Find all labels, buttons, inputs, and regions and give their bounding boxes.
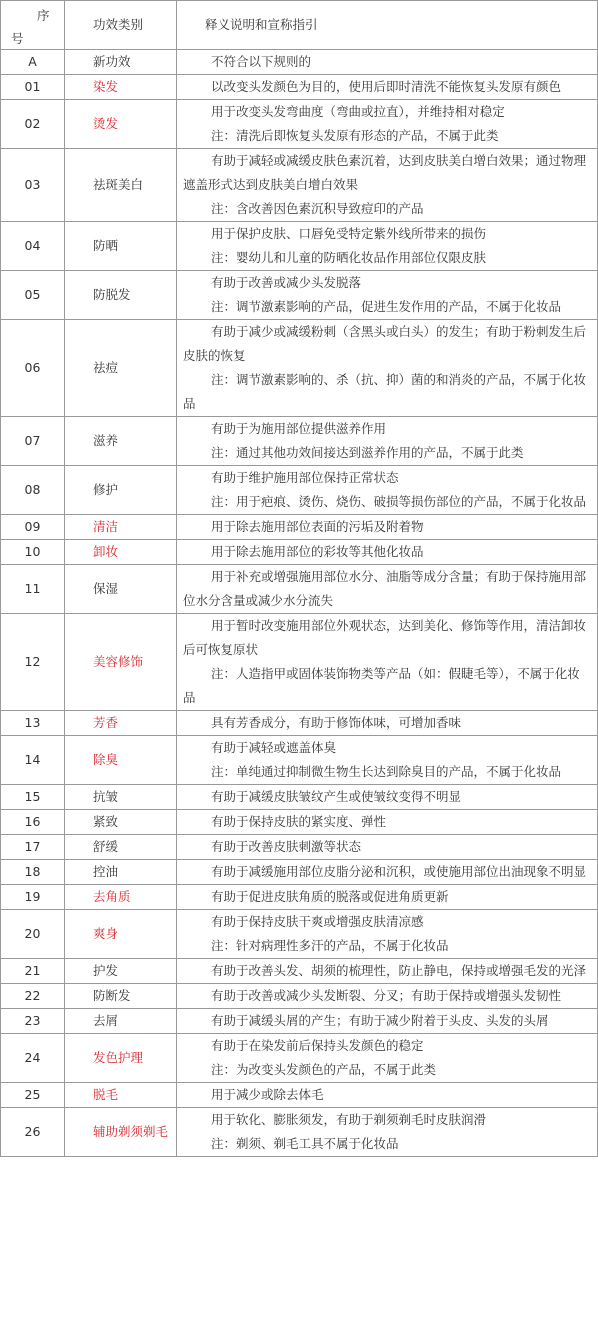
table-row [1, 860, 598, 885]
table-row [1, 614, 598, 711]
table-row [1, 1083, 598, 1108]
description-text: 有助于减轻或减缓皮肤色素沉着，达到皮肤美白增白效果；通过物理遮盖形式达到皮肤美白增白效果 [183, 153, 587, 192]
row-description [177, 910, 598, 959]
row-category: 滋养 [65, 417, 177, 466]
row-number: 06 [1, 320, 65, 417]
description-text: 有助于保持皮肤干爽或增强皮肤清凉感 [211, 914, 424, 929]
header-category [65, 1, 177, 50]
row-description [177, 614, 598, 711]
row-number: 08 [1, 466, 65, 515]
row-category: 控油 [65, 860, 177, 885]
description-text: 不符合以下规则的 [211, 54, 312, 69]
description-note: 注：调节激素影响的、杀（抗、抑）菌的和消炎的产品，不属于化妆品 [183, 372, 587, 411]
row-category: 新功效 [65, 50, 177, 75]
row-number: 12 [1, 614, 65, 711]
table-row [1, 466, 598, 515]
table-row [1, 540, 598, 565]
row-category: 清洁 [65, 515, 177, 540]
table-row [1, 910, 598, 959]
row-category: 祛斑美白 [65, 149, 177, 222]
row-category: 护发 [65, 959, 177, 984]
description-text: 具有芳香成分，有助于修饰体味，可增加香味 [211, 715, 462, 730]
row-number: 02 [1, 100, 65, 149]
row-category: 卸妆 [65, 540, 177, 565]
row-number: 05 [1, 271, 65, 320]
row-category: 舒缓 [65, 835, 177, 860]
row-number: 13 [1, 711, 65, 736]
row-category: 烫发 [65, 100, 177, 149]
row-description [177, 515, 598, 540]
row-number: 07 [1, 417, 65, 466]
row-number: 25 [1, 1083, 65, 1108]
table-row [1, 75, 598, 100]
description-text: 有助于改善或减少头发断裂、分叉；有助于保持或增强头发韧性 [211, 988, 562, 1003]
table-row [1, 959, 598, 984]
description-text: 以改变头发颜色为目的，使用后即时清洗不能恢复头发原有颜色 [211, 79, 562, 94]
table-row [1, 785, 598, 810]
table-row [1, 1009, 598, 1034]
description-text: 有助于减缓皮肤皱纹产生或使皱纹变得不明显 [211, 789, 462, 804]
row-number: 11 [1, 565, 65, 614]
row-category: 辅助剃须剃毛 [65, 1108, 177, 1157]
row-number: 03 [1, 149, 65, 222]
description-text: 有助于维护施用部位保持正常状态 [211, 470, 399, 485]
description-text: 有助于在染发前后保持头发颜色的稳定 [211, 1038, 424, 1053]
row-number: 15 [1, 785, 65, 810]
row-description [177, 149, 598, 222]
description-text: 有助于减少或减缓粉刺（含黑头或白头）的发生；有助于粉刺发生后皮肤的恢复 [183, 324, 587, 363]
row-description [177, 959, 598, 984]
description-note: 注：剃须、剃毛工具不属于化妆品 [211, 1136, 399, 1151]
header-description [177, 1, 598, 50]
table-row [1, 271, 598, 320]
table-row [1, 222, 598, 271]
header-description-label: 释义说明和宣称指引 [205, 17, 318, 32]
description-note: 注：单纯通过抑制微生物生长达到除臭目的产品，不属于化妆品 [211, 764, 562, 779]
row-description [177, 320, 598, 417]
description-text: 有助于减轻或遮盖体臭 [211, 740, 337, 755]
row-category: 修护 [65, 466, 177, 515]
table-row [1, 515, 598, 540]
description-note: 注：通过其他功效间接达到滋养作用的产品，不属于此类 [211, 445, 524, 460]
description-text: 用于减少或除去体毛 [211, 1087, 324, 1102]
table-header-row [1, 1, 598, 50]
row-number: 18 [1, 860, 65, 885]
row-number: 21 [1, 959, 65, 984]
row-description [177, 711, 598, 736]
table-row [1, 810, 598, 835]
header-number-line1: 序 [37, 8, 50, 23]
table-row [1, 320, 598, 417]
table-row [1, 1108, 598, 1157]
table-row [1, 736, 598, 785]
row-description [177, 785, 598, 810]
row-number: 26 [1, 1108, 65, 1157]
row-number: 23 [1, 1009, 65, 1034]
description-note: 注：人造指甲或固体装饰物类等产品（如：假睫毛等），不属于化妆品 [183, 666, 580, 705]
row-category: 脱毛 [65, 1083, 177, 1108]
row-description [177, 50, 598, 75]
description-note: 注：含改善因色素沉积导致痘印的产品 [211, 201, 424, 216]
table-row [1, 149, 598, 222]
description-text: 用于改变头发弯曲度（弯曲或拉直），并维持相对稳定 [211, 104, 505, 119]
row-category: 防断发 [65, 984, 177, 1009]
description-text: 有助于保持皮肤的紧实度、弹性 [211, 814, 387, 829]
row-category: 爽身 [65, 910, 177, 959]
description-note: 注：针对病理性多汗的产品，不属于化妆品 [211, 938, 449, 953]
row-description [177, 1009, 598, 1034]
row-number: 24 [1, 1034, 65, 1083]
row-description [177, 466, 598, 515]
table-row [1, 984, 598, 1009]
row-category: 保湿 [65, 565, 177, 614]
row-number: 14 [1, 736, 65, 785]
description-text: 有助于改善或减少头发脱落 [211, 275, 362, 290]
table-row [1, 417, 598, 466]
row-description [177, 540, 598, 565]
row-category: 除臭 [65, 736, 177, 785]
row-category: 去屑 [65, 1009, 177, 1034]
row-description [177, 1083, 598, 1108]
row-description [177, 860, 598, 885]
header-category-label: 功效类别 [93, 17, 144, 32]
row-description [177, 75, 598, 100]
table-row [1, 1034, 598, 1083]
description-text: 有助于促进皮肤角质的脱落或促进角质更新 [211, 889, 449, 904]
row-category: 染发 [65, 75, 177, 100]
row-description [177, 271, 598, 320]
table-row [1, 50, 598, 75]
row-description [177, 810, 598, 835]
row-number: 20 [1, 910, 65, 959]
row-number: A [1, 50, 65, 75]
row-number: 22 [1, 984, 65, 1009]
row-category: 防脱发 [65, 271, 177, 320]
header-number-line2: 号 [11, 31, 24, 46]
row-number: 17 [1, 835, 65, 860]
description-note: 注：用于疤痕、烫伤、烧伤、破损等损伤部位的产品，不属于化妆品 [211, 494, 587, 509]
row-description [177, 736, 598, 785]
description-note: 注：为改变头发颜色的产品，不属于此类 [211, 1062, 437, 1077]
description-text: 有助于改善头发、胡须的梳理性，防止静电，保持或增强毛发的光泽 [211, 963, 587, 978]
row-category: 防晒 [65, 222, 177, 271]
description-note: 注：婴幼儿和儿童的防晒化妆品作用部位仅限皮肤 [211, 250, 487, 265]
row-description [177, 835, 598, 860]
description-text: 有助于改善皮肤刺激等状态 [211, 839, 362, 854]
description-text: 用于除去施用部位的彩妆等其他化妆品 [211, 544, 424, 559]
table-row [1, 885, 598, 910]
description-text: 用于补充或增强施用部位水分、油脂等成分含量；有助于保持施用部位水分含量或减少水分流失 [183, 569, 587, 608]
row-description [177, 565, 598, 614]
row-description [177, 1034, 598, 1083]
row-category: 去角质 [65, 885, 177, 910]
row-category: 祛痘 [65, 320, 177, 417]
row-description [177, 885, 598, 910]
row-number: 19 [1, 885, 65, 910]
row-number: 09 [1, 515, 65, 540]
row-description [177, 100, 598, 149]
description-note: 注：调节激素影响的产品，促进生发作用的产品，不属于化妆品 [211, 299, 562, 314]
table-row [1, 835, 598, 860]
table-row [1, 711, 598, 736]
description-text: 用于暂时改变施用部位外观状态，达到美化、修饰等作用，清洁卸妆后可恢复原状 [183, 618, 587, 657]
table-row [1, 565, 598, 614]
row-number: 04 [1, 222, 65, 271]
description-note: 注：清洗后即恢复头发原有形态的产品，不属于此类 [211, 128, 499, 143]
row-category: 紧致 [65, 810, 177, 835]
row-number: 10 [1, 540, 65, 565]
row-category: 抗皱 [65, 785, 177, 810]
description-text: 用于除去施用部位表面的污垢及附着物 [211, 519, 424, 534]
description-text: 用于软化、膨胀须发，有助于剃须剃毛时皮肤润滑 [211, 1112, 487, 1127]
description-text: 用于保护皮肤、口唇免受特定紫外线所带来的损伤 [211, 226, 487, 241]
description-text: 有助于减缓头屑的产生；有助于减少附着于头皮、头发的头屑 [211, 1013, 549, 1028]
header-number [1, 1, 65, 50]
row-description [177, 1108, 598, 1157]
row-description [177, 417, 598, 466]
row-category: 芳香 [65, 711, 177, 736]
row-number: 16 [1, 810, 65, 835]
description-text: 有助于减缓施用部位皮脂分泌和沉积，或使施用部位出油现象不明显 [211, 864, 587, 879]
table-row [1, 100, 598, 149]
row-description [177, 222, 598, 271]
row-category: 美容修饰 [65, 614, 177, 711]
row-description [177, 984, 598, 1009]
row-number: 01 [1, 75, 65, 100]
description-text: 有助于为施用部位提供滋养作用 [211, 421, 387, 436]
row-category: 发色护理 [65, 1034, 177, 1083]
